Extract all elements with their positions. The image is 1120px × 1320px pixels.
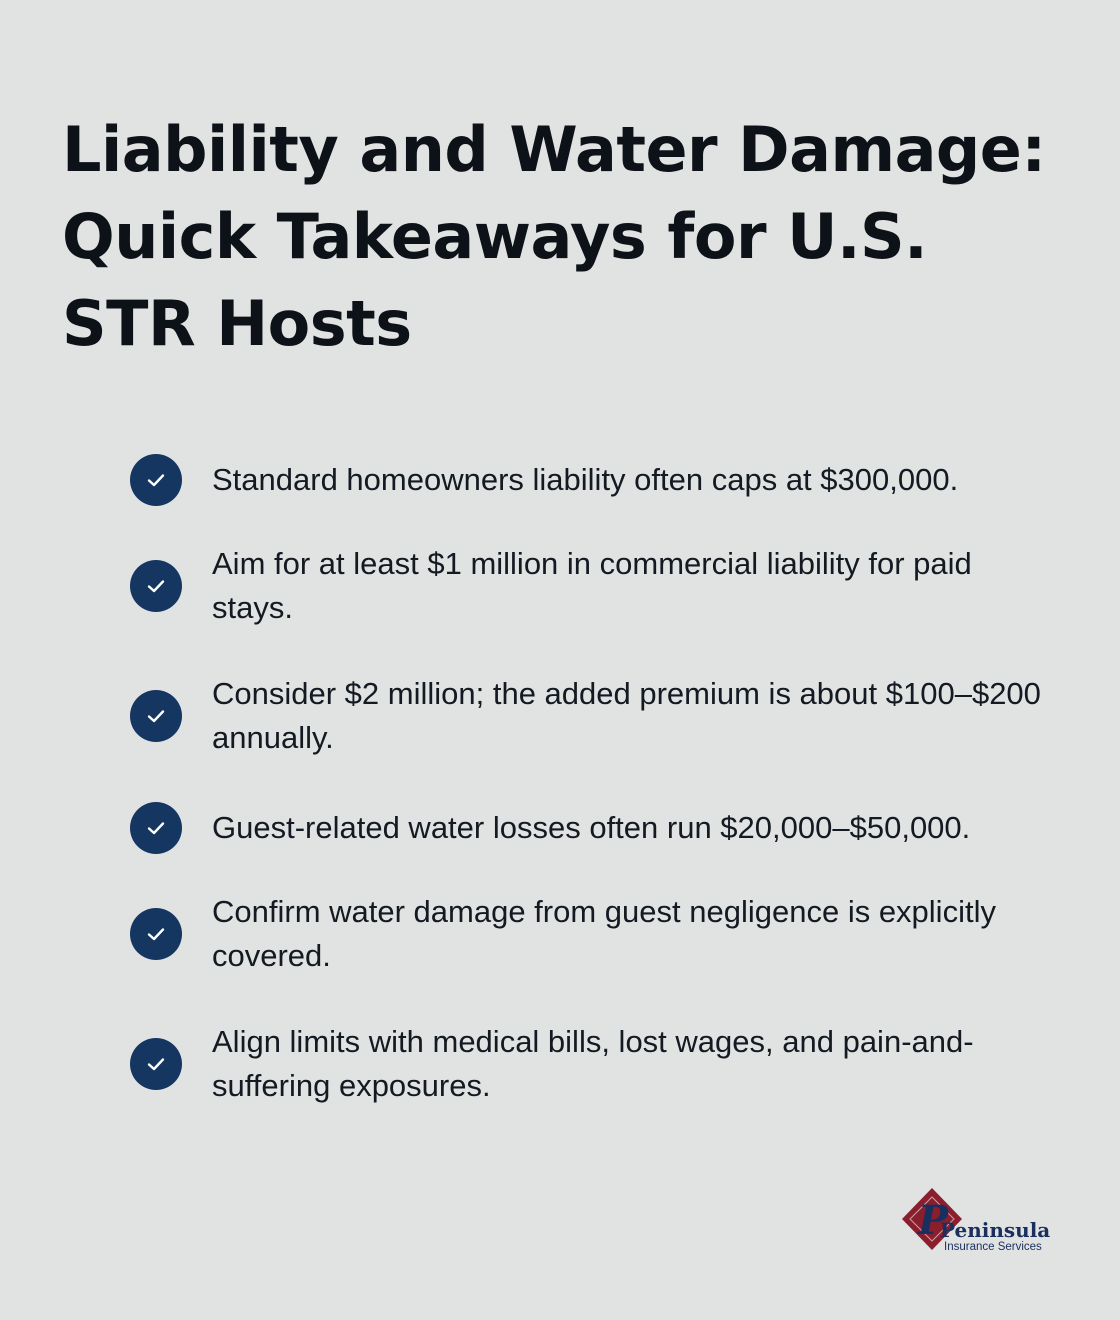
list-item xyxy=(130,672,1060,760)
list-item xyxy=(130,802,1060,854)
page-title: Liability and Water Damage: Quick Takeaways for U.S. STR Hosts xyxy=(62,113,1046,360)
check-icon xyxy=(130,802,182,854)
logo-tagline: Insurance Services xyxy=(944,1241,1042,1253)
list-item xyxy=(130,890,1060,978)
list-item-text: Guest-related water losses often run $20,000–$50,000. xyxy=(212,810,971,845)
check-icon xyxy=(130,454,182,506)
list-item-text: Standard homeowners liability often caps at $300,000. xyxy=(212,462,959,497)
list-item xyxy=(130,1020,1060,1108)
check-icon xyxy=(130,690,182,742)
logo-name: Peninsula xyxy=(940,1218,1051,1242)
check-icon xyxy=(130,560,182,612)
check-icon xyxy=(130,1038,182,1090)
svg-text:P: P xyxy=(918,1197,949,1244)
list-item-text: Align limits with medical bills, lost wages, and pain-and-suffering exposures. xyxy=(212,1024,974,1103)
check-icon xyxy=(130,908,182,960)
list-item-text: Confirm water damage from guest negligence is explicitly covered. xyxy=(212,894,996,973)
list-item xyxy=(130,454,1060,506)
list-item-text: Consider $2 million; the added premium is about $100–$200 annually. xyxy=(212,676,1041,755)
list-item-text: Aim for at least $1 million in commercial liability for paid stays. xyxy=(212,546,972,625)
list-item xyxy=(130,542,1060,630)
peninsula-logo xyxy=(900,1185,1060,1255)
